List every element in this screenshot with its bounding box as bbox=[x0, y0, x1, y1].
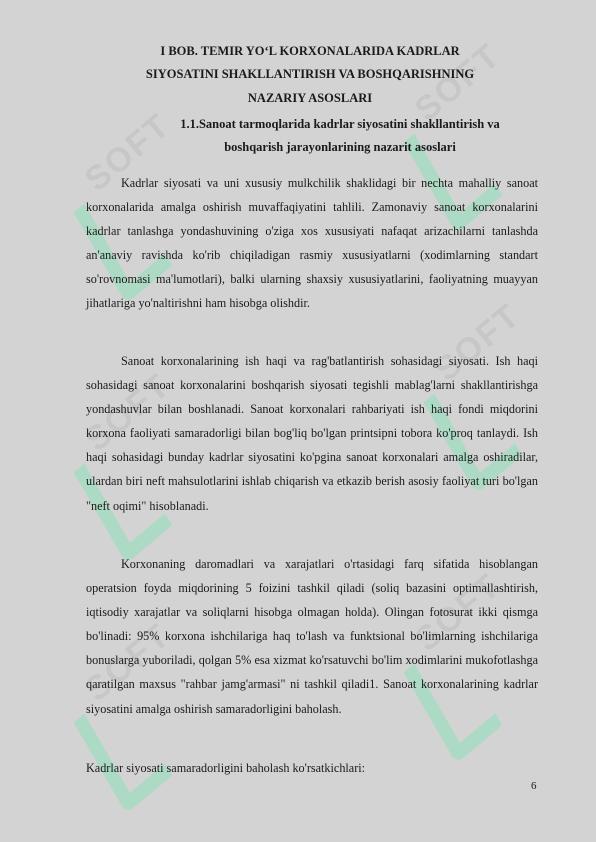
watermark-logo: SOFT bbox=[35, 632, 216, 818]
paragraph-1: Kadrlar siyosati va uni xususiy mulkchilik shaklidagi bir nechta mahalliy sanoat korxonalarida amalga oshirish muvaffaqiyatini tahlili. Zamonaviy sanoat korxonalarini kadrlar tanlashga yondashuvining o'ziga xos xususiyati nafaqat arizachilarni tanlashda an'anaviy ravishda ko'rib chiqiladigan rasmiy xususiyatlarni (xodimlarning standart so'rovnomasi ma'lumotlari), balki ularning shaxsiy xususiyatlarini, faoliyatning muayyan jihatlariga yo'naltirishni ham hisobga olishdir. bbox=[86, 176, 538, 311]
chapter-title-line3: NAZARIY ASOSLARI bbox=[247, 91, 373, 105]
section-title-line2: boshqarish jarayonlarining nazarit asoslari bbox=[224, 140, 456, 154]
paragraph-3: Korxonaning daromadlari va xarajatlari o'rtasidagi farq sifatida hisoblangan operatsion foyda miqdorining 5 foizini tashkil qiladi (soliq bazasini optimallashtirish, iqtisodiy xarajatlar va soliqlarni hisobga olmagan holda). Olingan fotosurat ikki qismga bo'linadi: 95% korxona ishchilariga haq to'lash va funktsional bo'limlarning ishchilariga bonuslarga yuboriladi, qolgan 5% esa xizmat ko'rsatuvchi bo'lim xodimlarini mukofotlashga qaratilgan maxsus "rahbar jamg'armasi" ni tashkil qiladi1. Sanoat korxonalarining kadrlar siyosatini amalga oshirish samaradorligini baholash. bbox=[86, 557, 538, 716]
paragraph-2: Sanoat korxonalarining ish haqi va rag'batlantirish sohasidagi siyosati. Ish haqi sohasidagi sanoat korxonalarini boshqarish siyosati tegishli mablag'larni shakllantirishga yondashuvlar bilan boshlanadi. Sanoat korxonalari rahbariyati ish haqi fondi miqdorini korxona faoliyati samaradorligi bilan bog'liq bo'lgan printsipni tobora ko'proq tanlaydi. Ish haqi sohasidagi bunday kadrlar siyosatini ko'pgina sanoat korxonalari amalga oshiradilar, ulardan biri neft mahsulotlarini ishlab chiqarish va etkazib berish asosiy faoliyat turi bo'lgan "neft oqimi" hisoblanadi. bbox=[86, 354, 538, 513]
watermark-logo: SOFT bbox=[385, 312, 566, 498]
section-title-line1: 1.1.Sanoat tarmoqlarida kadrlar siyosatini shakllantirish va bbox=[180, 117, 500, 131]
chapter-title-line1: I BOB. TEMIR YO‘L KORXONALARIDA KADRLAR bbox=[160, 44, 460, 58]
chapter-title-line2: SIYOSATINI SHAKLLANTIRISH VA BOSHQARISHNING bbox=[145, 67, 475, 81]
page-number: 6 bbox=[531, 780, 537, 792]
watermark-logo: SOFT bbox=[35, 122, 216, 308]
watermark-logo: SOFT bbox=[35, 382, 216, 568]
watermark-logo: SOFT bbox=[365, 52, 546, 238]
watermark-logo: SOFT bbox=[365, 582, 546, 768]
indicators-line: Kadrlar siyosati samaradorligini baholash ko'rsatkichlari: bbox=[86, 761, 366, 775]
